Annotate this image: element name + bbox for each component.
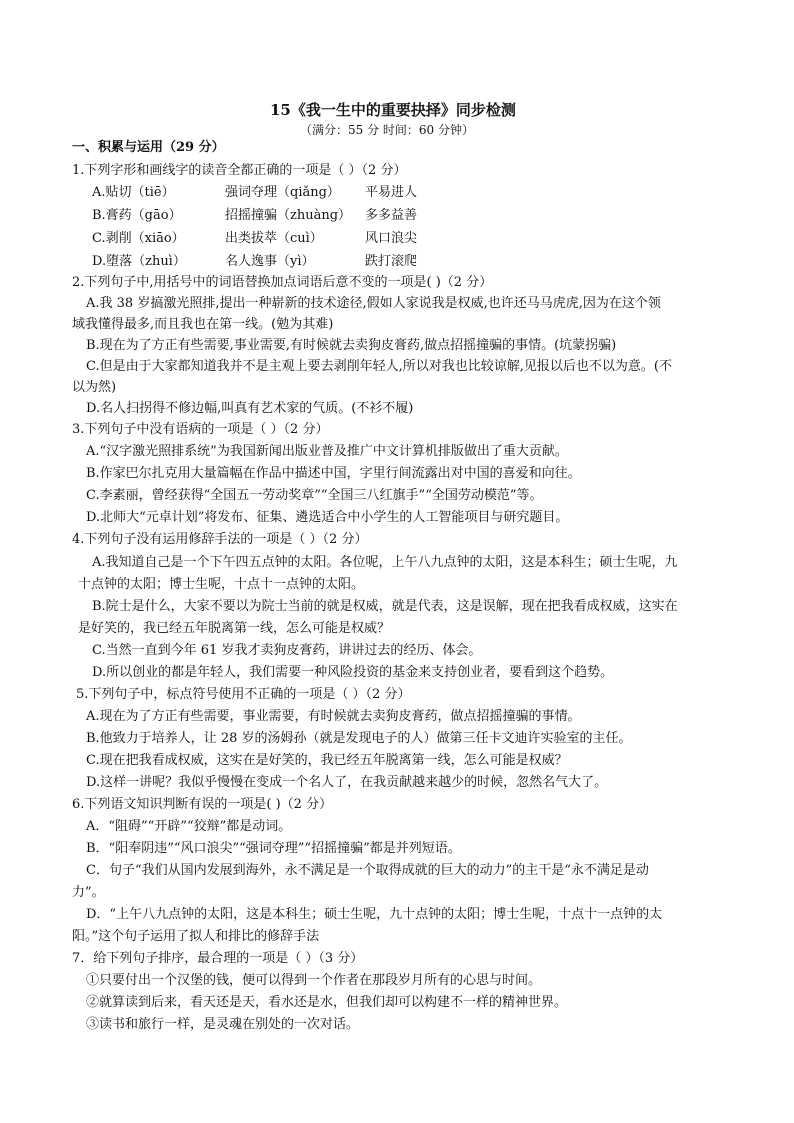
q1-option-d-col2: 名人逸事（yì） [225,254,315,269]
q4-line: A.我知道自己是一个下午四五点钟的太阳。各位呢，上午八九点钟的太阳，这是本科生；硕士生呢，九 [92,555,678,570]
q1-option-b-col3: 多多益善 [365,208,418,223]
q3-line: C.李素丽，曾经获得“全国五一劳动奖章”“全国三八红旗手”“全国劳动模范”等。 [86,488,543,503]
q2-line: 以为然) [72,380,117,395]
q2-line: B.现在为了方正有些需要,事业需要,有时候就去卖狗皮膏药,做点招摇撞骗的事情。(坑蒙拐骗) [86,338,617,353]
q1-option-a-col3: 平易进人 [365,185,418,200]
q2-line: A.我 38 岁搞激光照排,提出一种崭新的技术途径,假如人家说我是权威,也许还马马虎虎,因为在这个领 [86,296,661,311]
q7-line: ②就算读到后来，看天还是天，看水还是水，但我们却可以构建不一样的精神世界。 [86,995,568,1010]
q2-line: 域我懂得最多,而且我也在第一线。(勉为其难) [72,317,334,332]
q4-line: D.所以创业的都是年轻人，我们需要一种风险投资的基金来支持创业者，要看到这个趋势。 [92,665,614,680]
q1-option-a-col1: A.贴切（tiē） [92,185,175,200]
q1-option-b-col2: 招摇撞骗（zhuàng） [225,208,352,223]
q3-line: A.“汉字激光照排系统”为我国新闻出版业普及推广中文计算机排版做出了重大贡献。 [86,444,568,459]
q6-line: C．句子“我们从国内发展到海外，永不满足是一个取得成就的巨大的动力”的主干是“永不满足是动 [86,863,649,878]
q3-line: B.作家巴尔扎克用大量篇幅在作品中描述中国，字里行间流露出对中国的喜爱和向往。 [86,466,581,481]
q5-line: A.现在为了方正有些需要，事业需要，有时候就去卖狗皮膏药，做点招摇撞骗的事情。 [86,709,581,724]
q6-stem: 6.下列语文知识判断有误的一项是( )（2 分） [72,797,333,812]
q4-line: 是好笑的，我已经五年脱离第一线，怎么可能是权威？ [78,621,391,636]
q5-stem: 5.下列句子中，标点符号使用不正确的一项是（ ）（2 分） [76,687,411,702]
q1-option-b-col1: B.膏药（gāo） [92,208,182,223]
q5-line: C.现在把我看成权威，这实在是好笑的，我已经五年脱离第一线，怎么可能是权威？ [86,753,568,768]
q5-line: B.他致力于培养人，让 28 岁的汤姆孙（就是发现电子的人）做第三任卡文迪许实验室的主任。 [86,731,632,746]
q6-line: D．“上午八九点钟的太阳，这是本科生；硕士生呢，九十点钟的太阳；博士生呢，十点十一点钟的太 [86,907,663,922]
page-title: 15《我一生中的重要抉择》同步检测 [270,101,516,119]
q4-line: C.当然一直到今年 61 岁我才卖狗皮膏药，讲讲过去的经历、体会。 [92,643,482,658]
q1-option-d-col1: D.堕落（zhuì） [92,254,186,269]
q2-line: C.但是由于大家都知道我并不是主观上要去剥削年轻人,所以对我也比较谅解,见报以后也不以为意。(不 [86,359,672,374]
page-subtitle: （满分：55 分 时间：60 分钟） [300,123,474,137]
q1-option-c-col3: 风口浪尖 [365,231,418,246]
q6-line: A．“阻碍”“开辟”“狡辩”都是动词。 [86,819,292,834]
q1-option-a-col2: 强词夺理（qiǎng） [225,185,340,200]
q1-option-c-col2: 出类拔萃（cuì） [225,231,323,246]
q3-line: D.北师大“元卓计划”将发布、征集、遴选适合中小学生的人工智能项目与研究题目。 [86,510,569,525]
q6-line: 阳。”这个句子运用了拟人和排比的修辞手法 [72,929,320,944]
q2-line: D.名人扫拐得不修边幅,叫真有艺术家的气质。(不衫不履) [86,401,414,416]
q7-line: ③读书和旅行一样，是灵魂在别处的一次对话。 [86,1017,360,1032]
q2-stem: 2.下列句子中,用括号中的词语替换加点词语后意不变的一项是( )（2 分） [72,275,493,290]
q7-stem: 7．给下列句子排序，最合理的一项是（ ）（3 分） [72,951,364,966]
q7-line: ①只要付出一个汉堡的钱，便可以得到一个作者在那段岁月所有的心思与时间。 [86,973,542,988]
q3-stem: 3.下列句子中没有语病的一项是（ ）（2 分） [72,422,329,437]
q4-stem: 4.下列句子没有运用修辞手法的一项是（ ）（2 分） [72,532,368,547]
q6-line: 力”。 [72,885,105,900]
q1-option-d-col3: 跌打滚爬 [365,254,418,269]
q1-option-c-col1: C.剥削（xiāo） [92,231,185,246]
q1-stem: 1.下列字形和画线字的读音全都正确的一项是（ ）（2 分） [72,163,407,178]
q4-line: B.院士是什么，大家不要以为院士当前的就是权威，就是代表，这是误解，现在把我看成权威，这实在 [92,599,678,614]
section-heading: 一、积累与运用（29 分） [72,140,225,155]
q6-line: B．“阳奉阴违”“风口浪尖”“强词夺理”“招摇撞骗”都是并列短语。 [86,841,461,856]
q4-line: 十点钟的太阳；博士生呢，十点十一点钟的太阳。 [78,577,365,592]
q5-line: D.这样一讲呢？我似乎慢慢在变成一个名人了，在我贡献越来越少的时候，忽然名气大了。 [86,775,608,790]
